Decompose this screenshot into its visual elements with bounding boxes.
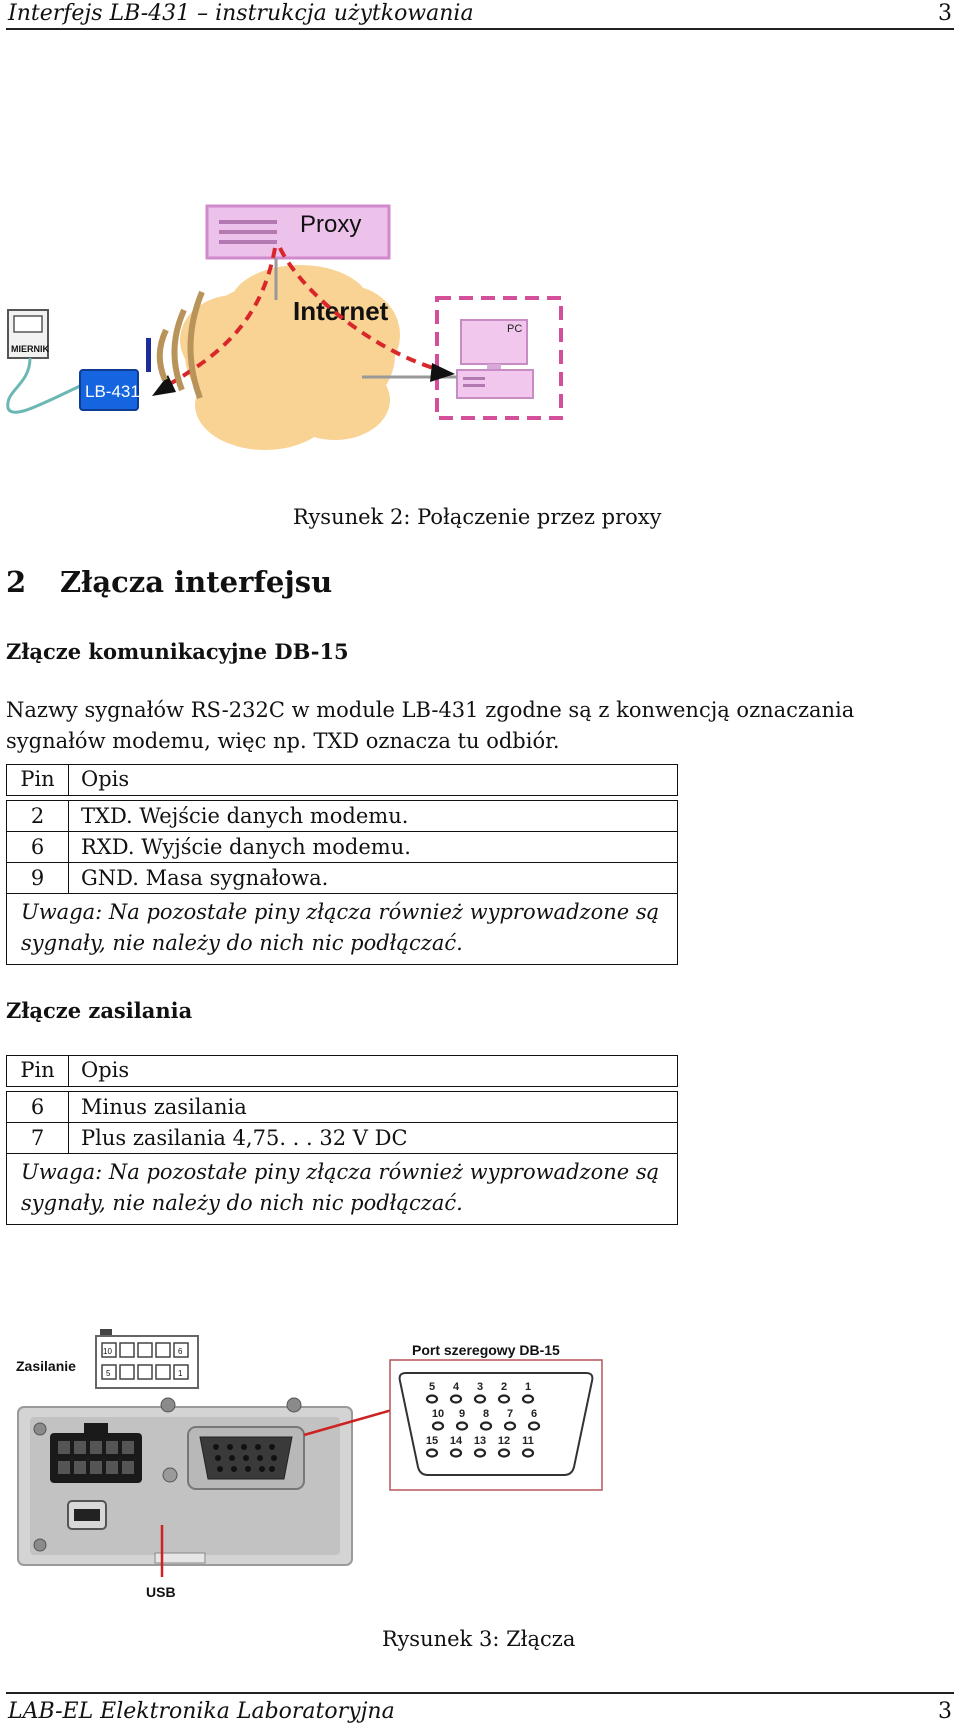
- col-pin-header: Pin: [7, 765, 69, 795]
- arrowhead-pc: [430, 363, 455, 382]
- proxy-label: Proxy: [300, 211, 362, 238]
- db15-pin-label: 13: [473, 1435, 487, 1447]
- db15-pin-label: 6: [530, 1408, 538, 1420]
- table-row: [7, 863, 677, 894]
- power-pinout-diagram: [96, 1329, 198, 1388]
- section-title: Złącza interfejsu: [60, 565, 333, 599]
- section-number: 2: [6, 565, 27, 599]
- db15-pin-label: 14: [449, 1435, 463, 1447]
- db15-pin-label: 8: [482, 1408, 490, 1420]
- table-body: [6, 1091, 678, 1225]
- power-pin-table: [6, 1055, 678, 1225]
- internet-label: Internet: [293, 296, 389, 326]
- table-row: [7, 832, 677, 863]
- desc-cell: Plus zasilania 4,75. . . 32 V DC: [81, 1126, 408, 1150]
- power-heading: Złącze zasilania: [6, 998, 193, 1023]
- usb-label: USB: [146, 1584, 176, 1600]
- lb431-label: LB-431: [85, 382, 140, 401]
- db15-pin-label: 11: [522, 1435, 534, 1447]
- desc-cell: TXD. Wejście danych modemu.: [81, 804, 409, 828]
- db15-paragraph: Nazwy sygnałów RS-232C w module LB-431 zgodne są z konwencją oznaczania sygnałów modemu, więc np. TXD oznacza tu odbiór.: [6, 698, 855, 753]
- col-desc-header: Opis: [81, 767, 130, 791]
- meter-device: [8, 310, 50, 358]
- power-pin-6-label: 6: [178, 1347, 183, 1356]
- table-body: [6, 800, 678, 965]
- desc-cell: Minus zasilania: [81, 1095, 247, 1119]
- meter-cable: [8, 358, 80, 412]
- db15-pin-label: 1: [524, 1381, 532, 1393]
- power-pin-5-label: 5: [106, 1369, 111, 1378]
- power-label: Zasilanie: [16, 1358, 76, 1374]
- meter-label: MIERNIK: [11, 344, 49, 354]
- desc-cell: RXD. Wyjście danych modemu.: [81, 835, 411, 859]
- table-row: [7, 801, 677, 832]
- pin-cell: 9: [7, 863, 69, 893]
- db15-pin-label: 3: [476, 1381, 484, 1393]
- db15-pin-label: 7: [506, 1408, 514, 1420]
- pin-cell: 7: [7, 1123, 69, 1153]
- proxy-connection-diagram: [0, 180, 600, 480]
- db15-connector: [188, 1427, 304, 1489]
- db15-pinout-diagram: [390, 1360, 602, 1490]
- header-page-number: 3: [938, 1, 952, 26]
- table-note: Uwaga: Na pozostałe piny złącza również wyprowadzone są sygnały, nie należy do nich nic podłączać.: [21, 1160, 660, 1215]
- pc-computer: [437, 298, 561, 418]
- page-footer: [6, 1692, 954, 1728]
- db15-pin-label: 2: [500, 1381, 508, 1393]
- pin-cell: 2: [7, 801, 69, 831]
- db15-pin-label: 4: [452, 1381, 460, 1393]
- col-desc-header: Opis: [81, 1058, 130, 1082]
- proxy-server: [207, 206, 389, 258]
- internet-cloud: [180, 265, 400, 450]
- pin-cell: 6: [7, 832, 69, 862]
- pc-label: PC: [507, 323, 523, 335]
- table-header: [6, 1055, 678, 1087]
- section-heading: [6, 565, 332, 599]
- table-row: [7, 1092, 677, 1123]
- figure-3-caption: Rysunek 3: Złącza: [382, 1627, 576, 1651]
- page-header: [6, 0, 954, 30]
- power-pin-1-label: 1: [178, 1369, 183, 1378]
- db15-pin-label: 12: [497, 1435, 511, 1447]
- lb431-device: [80, 338, 151, 410]
- db15-port-label: Port szeregowy DB-15: [412, 1342, 560, 1358]
- db15-pin-label: 9: [458, 1408, 466, 1420]
- db15-pin-label: 5: [428, 1381, 436, 1393]
- footer-label: LAB-EL Elektronika Laboratoryjna: [8, 1699, 395, 1724]
- power-pin-10-label: 10: [103, 1347, 112, 1356]
- db15-pin-label: 10: [431, 1408, 445, 1420]
- desc-cell: GND. Masa sygnałowa.: [81, 866, 329, 890]
- figure-2-caption: Rysunek 2: Połączenie przez proxy: [293, 505, 662, 529]
- db15-heading: Złącze komunikacyjne DB-15: [6, 639, 349, 664]
- db15-pin-label: 15: [425, 1435, 439, 1447]
- table-header: [6, 764, 678, 796]
- col-pin-header: Pin: [7, 1056, 69, 1086]
- footer-page-number: 3: [938, 1699, 952, 1724]
- header-title: Interfejs LB-431 – instrukcja użytkowania: [8, 1, 474, 26]
- table-row: [7, 1123, 677, 1154]
- db15-pin-table: [6, 764, 678, 965]
- pin-cell: 6: [7, 1092, 69, 1122]
- connectors-figure: [10, 1315, 610, 1605]
- usb-connector: [68, 1501, 106, 1529]
- table-note: Uwaga: Na pozostałe piny złącza również wyprowadzone są sygnały, nie należy do nich nic podłączać.: [21, 900, 660, 955]
